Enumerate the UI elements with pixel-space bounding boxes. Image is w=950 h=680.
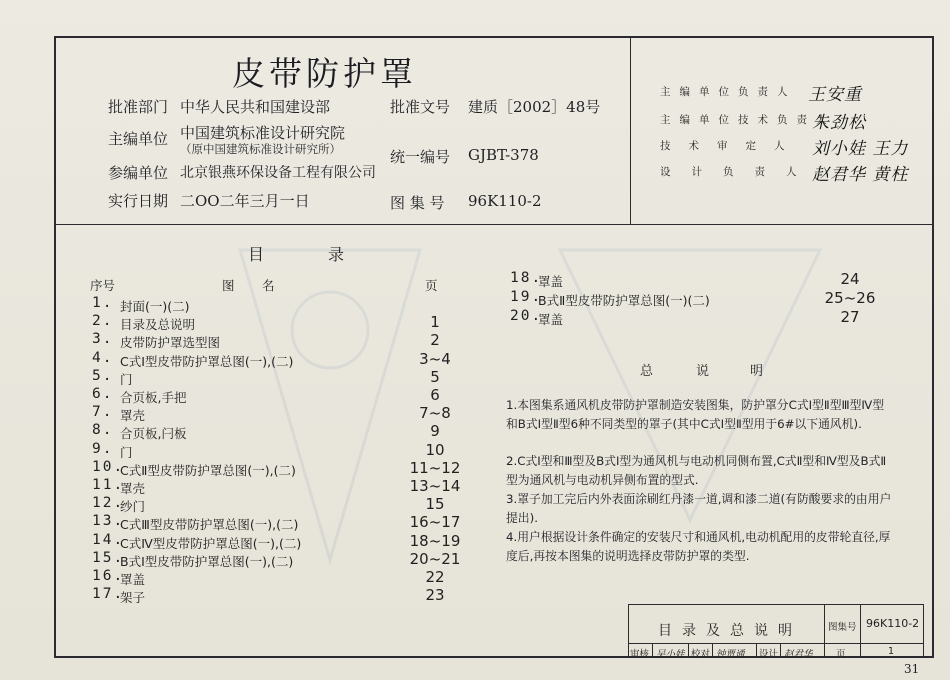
book-page-number: 31 [904, 662, 920, 676]
note-item: 3.罩子加工完后内外表面涂刷红丹漆一道,调和漆二道(有防酸要求的由用户提出). [506, 492, 892, 525]
toc-item-title: 罩盖 [538, 274, 564, 289]
toc-col-name-a: 图 [222, 278, 235, 293]
toc-item-page: 22 [425, 568, 445, 586]
title-block-title: 目录及总说明 [658, 623, 802, 639]
toc-item-page: 18~19 [409, 531, 461, 550]
title-block-vline-7 [780, 643, 781, 658]
toc-item-title: 目录及总说明 [120, 317, 196, 333]
toc-item-number: 18. [510, 270, 543, 286]
check-signature: 钟贾通 [716, 649, 745, 660]
toc-item-number: 13. [92, 513, 125, 530]
toc-col-page: 页 [425, 278, 438, 293]
toc-item-number: 8. [92, 422, 114, 439]
toc-item-page: 9 [430, 422, 440, 441]
toc-item-number: 17. [92, 586, 125, 603]
toc-item-number: 2. [92, 313, 114, 330]
toc-item-title: 门 [120, 371, 133, 387]
doc-no-label: 批准文号 [390, 98, 451, 116]
unified-no-label: 统一编号 [390, 148, 451, 166]
page-title: 皮带防护罩 [232, 54, 417, 93]
toc-item-page: 20~21 [409, 549, 461, 568]
toc-item-page: 7~8 [419, 404, 451, 423]
toc-item-title: 合页板,手把 [120, 390, 187, 405]
title-block-atlas-value: 96K110-2 [866, 617, 920, 630]
signature-3: 刘小娃 王力 [812, 139, 909, 159]
toc-item-number: 9. [92, 440, 114, 457]
note-item: 1.本图集系通风机皮带防护罩制造安装图集，防护罩分C式Ⅰ型Ⅱ型Ⅲ型Ⅳ型和B式Ⅰ型Ⅱ型6种不同类型的罩子(其中C式Ⅰ型Ⅱ型用于6#以下通风机). [506, 398, 885, 431]
toc-item-page: 3~4 [419, 349, 451, 368]
toc-item-page: 10 [425, 440, 445, 459]
review-signature: 吴小娃 [656, 649, 685, 660]
note-item: 4.用户根据设计条件确定的安装尺寸和通风机,电动机配用的皮带轮直径,厚度后,再按本图集的说明选择皮带防护罩的类型. [506, 530, 891, 563]
design-signature: 赵君华 [784, 649, 813, 660]
toc-item-number: 12. [92, 495, 125, 512]
toc-item-title: C式Ⅰ型皮带防护罩总图(一),(二) [120, 353, 294, 369]
title-block-atlas-label: 图集号 [828, 622, 857, 633]
editor-unit-value: 中国建筑标准设计研究院 [180, 124, 346, 142]
approval-dept-value: 中华人民共和国建设部 [180, 98, 331, 116]
toc-item-number: 6. [92, 386, 114, 402]
toc-item-title: 罩盖 [538, 312, 564, 327]
design-label: 设计 [759, 649, 779, 660]
toc-item-page: 27 [840, 308, 860, 326]
toc-item-number: 11. [92, 477, 125, 493]
toc-item-title: 皮带防护罩选型图 [120, 335, 221, 351]
title-block-vline-6 [756, 643, 757, 658]
responsible-role-3: 技术审定人 [660, 140, 803, 152]
toc-item-number: 3. [92, 331, 114, 348]
editor-unit-label: 主编单位 [108, 130, 169, 148]
title-block-vline-2 [860, 604, 861, 658]
toc-item-title: B式Ⅰ型皮带防护罩总图(一),(二) [120, 553, 294, 569]
toc-item-page: 2 [430, 331, 440, 350]
toc-item-number: 1. [92, 295, 114, 311]
header-divider [54, 224, 934, 225]
page-label: 页 [836, 649, 846, 660]
approval-dept-label: 批准部门 [108, 98, 169, 116]
signature-4: 赵君华 黄柱 [812, 165, 909, 185]
toc-heading-left: 目 [248, 245, 265, 264]
toc-item-page: 24 [840, 270, 860, 288]
note-item: 2.C式Ⅰ型和Ⅲ型及B式Ⅰ型为通风机与电动机同侧布置,C式Ⅱ型和Ⅳ型及B式Ⅱ型为通风机与电动机异侧布置的型式. [506, 454, 887, 487]
atlas-no-value: 96K110-2 [468, 192, 542, 210]
toc-item-number: 19. [510, 289, 543, 305]
notes-heading-c: 明 [750, 364, 764, 379]
signature-2: 朱劲松 [812, 113, 866, 133]
title-block-divider [628, 643, 924, 644]
toc-item-page: 5 [430, 367, 440, 386]
title-block-vline-1 [824, 604, 825, 658]
toc-item-page: 16~17 [409, 513, 461, 532]
toc-item-page: 23 [425, 586, 445, 605]
toc-item-title: 纱门 [120, 499, 146, 515]
toc-item-title: B式Ⅱ型皮带防护罩总图(一)(二) [538, 293, 710, 308]
responsible-role-2: 主编单位技术负责人 [660, 114, 836, 126]
toc-item-page: 15 [425, 495, 445, 514]
effective-date-label: 实行日期 [108, 192, 169, 210]
participant-value: 北京银燕环保设备工程有限公司 [180, 165, 376, 181]
toc-item-page: 13~14 [409, 477, 461, 495]
responsible-role-4: 设计负责人 [660, 166, 818, 178]
review-label: 审核 [630, 649, 650, 660]
toc-item-title: 罩壳 [120, 408, 146, 424]
toc-item-page: 25~26 [824, 289, 876, 307]
toc-item-page: 1 [430, 313, 440, 332]
toc-item-number: 5. [92, 367, 114, 384]
toc-item-title: 罩壳 [120, 481, 146, 496]
editor-unit-note: （原中国建筑标准设计研究所） [180, 142, 341, 156]
toc-heading-right: 录 [328, 245, 345, 264]
title-block-vline-3 [652, 643, 653, 658]
toc-item-number: 7. [92, 404, 114, 421]
toc-item-number: 4. [92, 349, 114, 366]
atlas-no-label: 图 集 号 [390, 194, 445, 212]
title-block-vline-4 [688, 643, 689, 658]
toc-item-number: 20. [510, 308, 543, 324]
toc-item-title: 封面(一)(二) [120, 299, 190, 314]
check-label: 校对 [691, 649, 711, 660]
toc-item-page: 6 [430, 386, 440, 404]
toc-item-title: 架子 [120, 590, 146, 606]
toc-item-page: 11~12 [409, 458, 461, 477]
toc-item-title: C式Ⅳ型皮带防护罩总图(一),(二) [120, 535, 302, 551]
toc-col-seq: 序号 [90, 278, 116, 293]
toc-item-number: 10. [92, 458, 125, 475]
toc-item-number: 16. [92, 568, 125, 584]
toc-item-title: 合页板,闩板 [120, 426, 187, 442]
toc-col-name-b: 名 [262, 278, 275, 293]
toc-item-title: C式Ⅲ型皮带防护罩总图(一),(二) [120, 517, 299, 533]
responsible-role-1: 主编单位负责人 [660, 86, 797, 98]
page-value: 1 [888, 646, 895, 657]
effective-date-value: 二OO二年三月一日 [180, 192, 310, 210]
toc-item-title: 门 [120, 444, 133, 460]
doc-no-value: 建质［2002］48号 [468, 98, 601, 116]
unified-no-value: GJBT-378 [468, 146, 539, 164]
notes-heading-b: 说 [696, 364, 710, 379]
toc-item-title: 罩盖 [120, 572, 146, 587]
title-block-vline-5 [712, 643, 713, 658]
toc-item-number: 15. [92, 549, 125, 566]
toc-item-title: C式Ⅱ型皮带防护罩总图(一),(二) [120, 462, 296, 478]
header-vertical-divider [630, 36, 631, 224]
toc-item-number: 14. [92, 531, 125, 548]
participant-label: 参编单位 [108, 164, 169, 182]
signature-1: 王安重 [808, 85, 862, 105]
notes-heading-a: 总 [640, 364, 654, 379]
